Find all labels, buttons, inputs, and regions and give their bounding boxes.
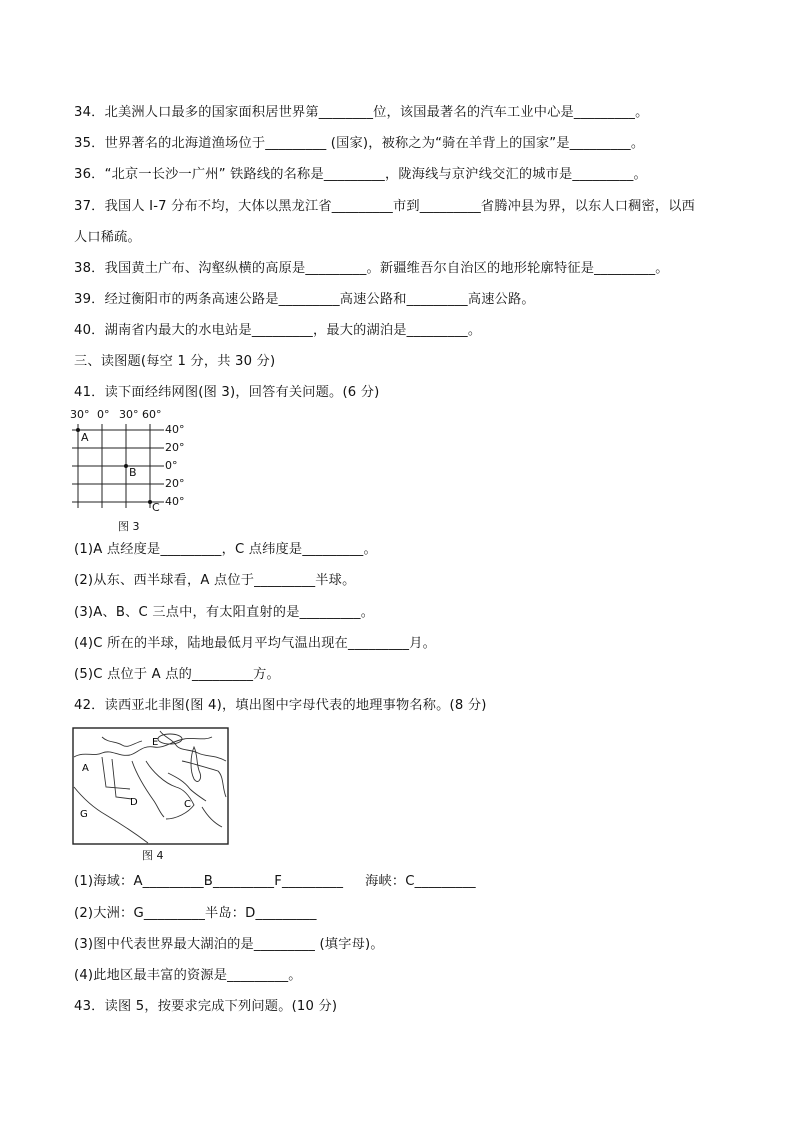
lat-label-4: 20° [165,477,185,490]
lon-label-4: 60° [142,408,162,421]
question-40: 40．湖南省内最大的水电站是_________，最大的湖泊是_________。 [74,323,482,338]
lat-label-5: 40° [165,495,185,508]
question-41: 41．读下面经纬网图(图 3)，回答有关问题。(6 分) [74,385,380,400]
map-letter-a: A [82,763,89,774]
map-letter-d: D [130,797,138,808]
figure-4-map [72,727,230,863]
section-3-heading: 三、读图题(每空 1 分，共 30 分) [74,354,276,369]
q41-part-5: (5)C 点位于 A 点的_________方。 [74,667,280,682]
question-36: 36．“北京一长沙一广州” 铁路线的名称是_________，陇海线与京沪线交汇的城市是_________。 [74,167,647,182]
question-34: 34．北美洲人口最多的国家面积居世界第________位，该国最著名的汽车工业中心是_________。 [74,105,649,120]
lat-label-2: 20° [165,441,185,454]
question-39: 39．经过衡阳市的两条高速公路是_________高速公路和_________高速公路。 [74,292,535,307]
map-letter-c: C [184,799,191,810]
lon-label-1: 30° [70,408,90,421]
q42-part-1: (1)海域：A_________B_________F_________ 海峡：C_________ [74,874,476,889]
q42-part-2: (2)大洲：G_________半岛：D_________ [74,906,317,921]
lat-label-1: 40° [165,423,185,436]
q41-part-2: (2)从东、西半球看，A 点位于_________半球。 [74,573,356,588]
q42-part-4: (4)此地区最丰富的资源是_________。 [74,968,302,983]
map-letter-e: E [152,737,159,748]
q41-part-4: (4)C 所在的半球，陆地最低月平均气温出现在_________月。 [74,636,436,651]
question-37: 37．我国人 I-7 分布不均，大体以黑龙江省_________市到_________省腾冲县为界，以东人口稠密，以西 [74,199,696,214]
question-38: 38．我国黄土广布、沟壑纵横的高原是_________。新疆维吾尔自治区的地形轮廓特征是_________。 [74,261,669,276]
figure-4-caption: 图 4 [142,849,164,862]
point-a-label: A [81,431,89,444]
point-b-label: B [129,466,137,479]
question-35: 35．世界著名的北海道渔场位于_________ (国家)，被称之为“骑在羊背上的国家”是_________。 [74,136,645,151]
question-37-cont: 人口稀疏。 [74,230,141,245]
lat-label-3: 0° [165,459,178,472]
question-43: 43．读图 5，按要求完成下列问题。(10 分) [74,999,338,1014]
point-c-label: C [152,501,160,514]
figure-3-graticule [70,406,190,534]
figure-3-caption: 图 3 [118,520,140,533]
lon-label-3: 30° [119,408,139,421]
q42-part-3: (3)图中代表世界最大湖泊的是_________ (填字母)。 [74,937,384,952]
question-42: 42．读西亚北非图(图 4)，填出图中字母代表的地理事物名称。(8 分) [74,698,487,713]
map-letter-g: G [80,809,88,820]
q41-part-1: (1)A 点经度是_________，C 点纬度是_________。 [74,542,377,557]
q41-part-3: (3)A、B、C 三点中，有太阳直射的是_________。 [74,605,375,620]
lon-label-2: 0° [97,408,110,421]
